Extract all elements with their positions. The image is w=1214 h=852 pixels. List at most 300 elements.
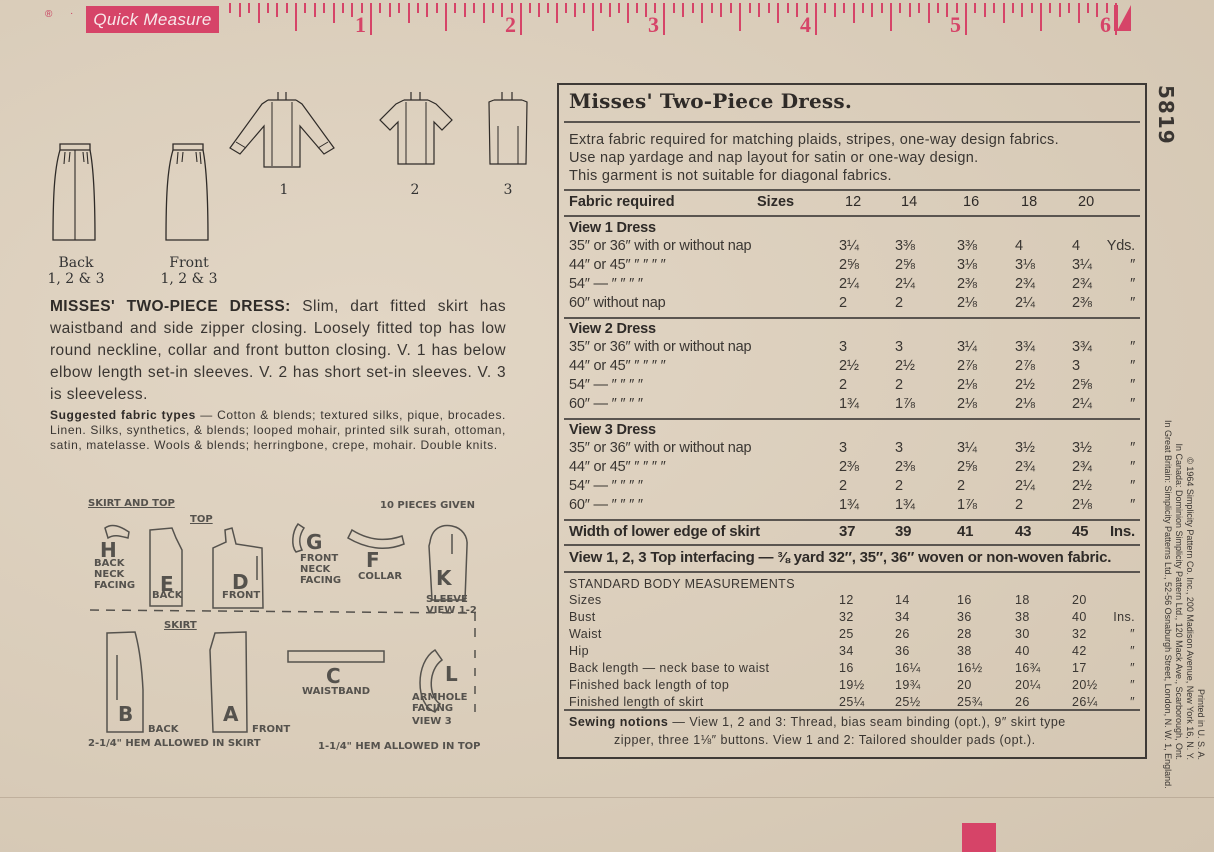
row-value: 1¾ bbox=[839, 497, 859, 513]
row-value: 2½ bbox=[895, 358, 915, 374]
row-unit: Ins. bbox=[1113, 610, 1135, 624]
piece-l-letter: L bbox=[445, 662, 458, 686]
fabric-row bbox=[569, 256, 1139, 274]
ruler-tick bbox=[592, 3, 594, 31]
row-value: 2⅛ bbox=[1072, 497, 1092, 513]
row-value: 14 bbox=[895, 593, 910, 607]
sewing-notions bbox=[569, 713, 1139, 749]
row-value: 3½ bbox=[1015, 440, 1035, 456]
piece-h-name: BACK NECK FACING bbox=[94, 558, 136, 591]
row-value: 2⅜ bbox=[895, 459, 915, 475]
body-measurement-row bbox=[569, 625, 1139, 643]
registered-mark: ® bbox=[45, 9, 53, 20]
row-value: 2⅜ bbox=[839, 459, 859, 475]
row-value: 16¼ bbox=[895, 661, 921, 675]
piece-k-name: SLEEVE bbox=[426, 594, 468, 605]
row-value: 30 bbox=[1015, 627, 1030, 641]
row-value: 2⅞ bbox=[1015, 358, 1035, 374]
row-unit: Ins. bbox=[1109, 523, 1135, 540]
row-value: 2 bbox=[839, 478, 847, 494]
ruler-tick bbox=[1003, 3, 1005, 23]
row-value: 2⅛ bbox=[957, 295, 977, 311]
size-header: 18 bbox=[1021, 194, 1038, 210]
ruler-tick bbox=[538, 3, 540, 17]
publisher-imprint bbox=[1162, 420, 1206, 789]
row-unit: ″ bbox=[1130, 257, 1135, 273]
divider bbox=[564, 189, 1140, 191]
ruler-tick bbox=[229, 3, 231, 13]
piece-d-name: FRONT bbox=[222, 590, 261, 601]
fabric-row bbox=[569, 439, 1139, 457]
fabric-header-row bbox=[569, 193, 1139, 211]
ruler-tick bbox=[739, 3, 741, 31]
ruler-tick bbox=[501, 3, 503, 17]
row-value: 2¼ bbox=[839, 276, 859, 292]
row-value: 36 bbox=[957, 610, 972, 624]
row-value: 2½ bbox=[839, 358, 859, 374]
skirt-back-title: Back bbox=[58, 255, 94, 271]
row-value: 3¾ bbox=[1072, 339, 1092, 355]
piece-c-letter: C bbox=[326, 664, 341, 688]
fabric-row bbox=[569, 338, 1139, 356]
ruler-tick bbox=[1012, 3, 1014, 13]
ruler-tick bbox=[258, 3, 260, 23]
row-value: 20¼ bbox=[1015, 678, 1041, 692]
row-value: 3 bbox=[839, 339, 847, 355]
row-label: Finished length of skirt bbox=[569, 695, 704, 709]
ruler-tick bbox=[711, 3, 713, 13]
row-value: 26 bbox=[1015, 695, 1030, 709]
skirt-front-illustration bbox=[163, 140, 213, 245]
top-view-3-number: 3 bbox=[503, 182, 513, 198]
piece-f-name: COLLAR bbox=[358, 571, 403, 582]
row-value: 2⅛ bbox=[957, 396, 977, 412]
row-value: 2⅜ bbox=[957, 276, 977, 292]
top-view-3-illustration bbox=[486, 92, 530, 168]
top-view-2-illustration bbox=[378, 92, 454, 168]
row-unit: ″ bbox=[1130, 358, 1135, 374]
ruler-tick bbox=[342, 3, 344, 13]
row-label: 54″ — ″ ″ ″ ″ bbox=[569, 478, 643, 494]
ruler-tick bbox=[645, 3, 647, 17]
body-measurement-row bbox=[569, 676, 1139, 694]
piece-g-letter: G bbox=[306, 530, 323, 554]
row-value: 1¾ bbox=[895, 497, 915, 513]
row-value: 39 bbox=[895, 523, 912, 540]
body-measurement-row bbox=[569, 591, 1139, 609]
skirt-front-label bbox=[158, 255, 220, 287]
ruler-tick bbox=[984, 3, 986, 17]
row-value: 2⅝ bbox=[839, 257, 859, 273]
row-value: 3 bbox=[895, 339, 903, 355]
row-value: 19¾ bbox=[895, 678, 921, 692]
ruler-tick bbox=[609, 3, 611, 17]
ruler-tick bbox=[1021, 3, 1023, 17]
hem-top-note: 1-1/4" HEM ALLOWED IN TOP bbox=[318, 741, 481, 752]
description-body: Slim, dart fitted skirt has waistband and side zipper closing. Loosely fitted top has low round neckline, collar and front button closing. V. 1 has below elbow length set-in sleeves. V. 2 has short set-in sleeves. V. 3 is sleeveless. bbox=[50, 298, 507, 403]
ruler-inch-number: 4 bbox=[800, 12, 811, 37]
ruler-tick bbox=[370, 3, 372, 35]
ruler-tick bbox=[248, 3, 250, 13]
ruler-tick bbox=[974, 3, 976, 13]
row-value: 19½ bbox=[839, 678, 865, 692]
ruler-tick bbox=[314, 3, 316, 17]
row-value: 2¼ bbox=[1015, 295, 1035, 311]
row-label: 54″ — ″ ″ ″ ″ bbox=[569, 276, 643, 292]
fabric-row bbox=[569, 477, 1139, 495]
piece-f-letter: F bbox=[366, 548, 380, 572]
ruler-tick bbox=[682, 3, 684, 17]
row-value: 2⅝ bbox=[957, 459, 977, 475]
notions-line-2: zipper, three 1⅛″ buttons. View 1 and 2: Tailored shoulder pads (opt.). bbox=[614, 733, 1036, 747]
row-value: 3¼ bbox=[1072, 257, 1092, 273]
ruler-inch-number: 5 bbox=[950, 12, 961, 37]
body-measurement-row bbox=[569, 659, 1139, 677]
ruler-inch-number: 1 bbox=[355, 12, 366, 37]
row-label: STANDARD BODY MEASUREMENTS bbox=[569, 577, 795, 591]
size-header: 20 bbox=[1078, 194, 1095, 210]
ruler-tick bbox=[618, 3, 620, 13]
ruler-tick bbox=[492, 3, 494, 13]
row-value: 3 bbox=[895, 440, 903, 456]
section-skirt: SKIRT bbox=[164, 620, 197, 631]
row-value: 25 bbox=[839, 627, 854, 641]
piece-e-letter: E bbox=[160, 572, 174, 596]
fabric-required-label: Fabric required bbox=[569, 194, 675, 210]
ruler-inch-number: 3 bbox=[648, 12, 659, 37]
row-label: Sizes bbox=[569, 593, 602, 607]
row-value: 2¾ bbox=[1015, 276, 1035, 292]
skirt-front-views: 1, 2 & 3 bbox=[160, 271, 218, 287]
ruler-dot: · bbox=[70, 8, 74, 19]
row-label: Width of lower edge of skirt bbox=[569, 523, 760, 540]
row-value: 20½ bbox=[1072, 678, 1098, 692]
row-value: 2¼ bbox=[1072, 396, 1092, 412]
fabric-row bbox=[569, 275, 1139, 293]
ruler-tick bbox=[1115, 3, 1117, 35]
ruler-tick bbox=[454, 3, 456, 13]
notions-label: Sewing notions bbox=[569, 715, 669, 729]
row-value: 4 bbox=[1072, 238, 1080, 254]
ruler-tick bbox=[1040, 3, 1042, 31]
ruler-inch-number: 2 bbox=[505, 12, 516, 37]
ruler-tick bbox=[965, 3, 967, 35]
row-value: 2 bbox=[957, 478, 965, 494]
ruler-tick bbox=[777, 3, 779, 23]
row-unit: ″ bbox=[1130, 396, 1135, 412]
divider bbox=[564, 519, 1140, 521]
row-value: 2⅝ bbox=[1072, 377, 1092, 393]
row-value: 3 bbox=[839, 440, 847, 456]
row-unit: ″ bbox=[1130, 276, 1135, 292]
fold-crease bbox=[0, 797, 1214, 798]
note-line-2: Use nap yardage and nap layout for satin or one-way design. bbox=[569, 150, 979, 166]
view-title-row bbox=[569, 421, 1139, 439]
ruler-tick bbox=[730, 3, 732, 13]
row-value: 12 bbox=[839, 593, 854, 607]
fabric-row bbox=[569, 237, 1139, 255]
row-value: 3¼ bbox=[957, 440, 977, 456]
row-value: 2⅝ bbox=[895, 257, 915, 273]
top-view-2-number: 2 bbox=[410, 182, 420, 198]
ruler-tick bbox=[379, 3, 381, 13]
body-measurement-row bbox=[569, 642, 1139, 660]
fabric-types-text: — Cotton & blends; textured silks, pique, brocades. Linen. Silks, synthetics, & blends; looped mohair, printed silk surah, ottoman, satin, matelasse. Wools & blends; herringbone, crepe, mohair. Double knits. bbox=[50, 408, 506, 452]
row-unit: ″ bbox=[1130, 497, 1135, 513]
ruler-tick bbox=[918, 3, 920, 13]
skirt-back-views: 1, 2 & 3 bbox=[47, 271, 105, 287]
ruler-tick bbox=[351, 3, 353, 17]
skirt-width-row bbox=[569, 523, 1139, 541]
imprint-line: In Great Britain: Simplicity Patterns Ltd., 52-56 Osnaburgh Street, London, N. W. 1, England. bbox=[1163, 420, 1173, 789]
skirt-back-illustration bbox=[50, 140, 100, 245]
ruler-tick bbox=[673, 3, 675, 13]
row-label: 60″ without nap bbox=[569, 295, 666, 311]
ruler-tick bbox=[768, 3, 770, 13]
row-label: View 3 Dress bbox=[569, 422, 656, 438]
ruler-tick bbox=[1068, 3, 1070, 13]
row-value: 37 bbox=[839, 523, 856, 540]
fabric-types-label: Suggested fabric types bbox=[50, 408, 196, 422]
row-unit: ″ bbox=[1130, 459, 1135, 475]
ruler-tick bbox=[701, 3, 703, 23]
note-line-3: This garment is not suitable for diagonal fabrics. bbox=[569, 168, 892, 184]
row-value: 3 bbox=[1072, 358, 1080, 374]
piece-a-name: FRONT bbox=[252, 724, 291, 735]
row-label: Finished back length of top bbox=[569, 678, 730, 692]
ruler-tick bbox=[295, 3, 297, 31]
ruler-tick bbox=[529, 3, 531, 13]
fabric-row bbox=[569, 376, 1139, 394]
row-value: 2½ bbox=[1015, 377, 1035, 393]
ruler-tick bbox=[796, 3, 798, 17]
row-unit: ″ bbox=[1130, 644, 1135, 658]
ruler-tick bbox=[574, 3, 576, 17]
ruler-tick bbox=[937, 3, 939, 13]
piece-d-letter: D bbox=[232, 570, 249, 594]
row-value: 2¾ bbox=[1072, 459, 1092, 475]
ruler-tick bbox=[824, 3, 826, 13]
ruler-tick bbox=[398, 3, 400, 13]
row-unit: ″ bbox=[1130, 377, 1135, 393]
row-label: 35″ or 36″ with or without nap bbox=[569, 440, 752, 456]
row-unit: ″ bbox=[1130, 339, 1135, 355]
ruler-tick bbox=[871, 3, 873, 17]
row-value: 40 bbox=[1072, 610, 1087, 624]
divider bbox=[564, 418, 1140, 420]
divider bbox=[564, 215, 1140, 217]
ruler-tick bbox=[928, 3, 930, 23]
row-value: 2 bbox=[895, 377, 903, 393]
ruler-tick bbox=[1096, 3, 1098, 17]
ruler-tick bbox=[426, 3, 428, 17]
row-label: View 1, 2, 3 Top interfacing — ⅜ yard 32″, 35″, 36″ woven or non-woven fabric. bbox=[569, 549, 1112, 566]
ruler-tick bbox=[520, 3, 522, 35]
divider bbox=[564, 709, 1140, 711]
ruler-inch-number: 6 bbox=[1100, 12, 1111, 37]
ruler-tick bbox=[389, 3, 391, 17]
row-label: View 2 Dress bbox=[569, 321, 656, 337]
row-unit: ″ bbox=[1130, 678, 1135, 692]
ruler-tick bbox=[276, 3, 278, 17]
row-value: 2¼ bbox=[1015, 478, 1035, 494]
ruler-tick bbox=[323, 3, 325, 13]
ruler-tick bbox=[890, 3, 892, 31]
ruler-tick bbox=[692, 3, 694, 13]
ruler-tick bbox=[815, 3, 817, 35]
ruler-tick bbox=[239, 3, 241, 17]
row-value: 43 bbox=[1015, 523, 1032, 540]
row-value: 2⅞ bbox=[957, 358, 977, 374]
piece-g-name: FRONT NECK FACING bbox=[300, 553, 342, 586]
ruler-tick bbox=[899, 3, 901, 13]
ruler-tick bbox=[600, 3, 602, 13]
row-value: 42 bbox=[1072, 644, 1087, 658]
piece-l-note: VIEW 3 bbox=[412, 716, 452, 727]
row-value: 34 bbox=[895, 610, 910, 624]
row-value: 4 bbox=[1015, 238, 1023, 254]
row-label: 60″ — ″ ″ ″ ″ bbox=[569, 396, 643, 412]
row-value: 16 bbox=[839, 661, 854, 675]
hem-skirt-note: 2-1/4" HEM ALLOWED IN SKIRT bbox=[88, 738, 261, 749]
ruler-tick bbox=[946, 3, 948, 17]
row-value: 38 bbox=[957, 644, 972, 658]
row-value: 25¼ bbox=[839, 695, 865, 709]
row-value: 26 bbox=[895, 627, 910, 641]
ruler-tick bbox=[1078, 3, 1080, 23]
row-label: View 1 Dress bbox=[569, 220, 656, 236]
size-header: 16 bbox=[963, 194, 980, 210]
row-value: 26¼ bbox=[1072, 695, 1098, 709]
ruler-tick bbox=[720, 3, 722, 17]
ruler-tick bbox=[1049, 3, 1051, 13]
sizes-label: Sizes bbox=[757, 194, 795, 210]
row-value: 3½ bbox=[1072, 440, 1092, 456]
pieces-given: 10 PIECES GIVEN bbox=[380, 500, 475, 511]
pattern-pieces-diagram bbox=[80, 490, 490, 760]
fabric-row bbox=[569, 357, 1139, 375]
ruler-tick bbox=[267, 3, 269, 13]
ruler-tick bbox=[547, 3, 549, 13]
row-value: 2¾ bbox=[1015, 459, 1035, 475]
piece-h-letter: H bbox=[100, 538, 117, 562]
ruler-tick bbox=[1031, 3, 1033, 13]
size-header: 14 bbox=[901, 194, 918, 210]
ruler-tick bbox=[749, 3, 751, 13]
row-value: 1⅞ bbox=[957, 497, 977, 513]
row-value: 20 bbox=[957, 678, 972, 692]
skirt-front-title: Front bbox=[169, 255, 209, 271]
row-value: 3⅜ bbox=[895, 238, 915, 254]
row-label: 44″ or 45″ ″ ″ ″ ″ bbox=[569, 459, 666, 475]
row-value: 32 bbox=[1072, 627, 1087, 641]
row-unit: ″ bbox=[1130, 627, 1135, 641]
top-view-1-illustration bbox=[228, 92, 340, 170]
ruler-tick bbox=[881, 3, 883, 13]
row-value: 32 bbox=[839, 610, 854, 624]
row-value: 25¾ bbox=[957, 695, 983, 709]
view-title-row bbox=[569, 219, 1139, 237]
row-value: 20 bbox=[1072, 593, 1087, 607]
ruler-tick bbox=[304, 3, 306, 13]
ruler-tick bbox=[993, 3, 995, 13]
fabric-row bbox=[569, 395, 1139, 413]
suggested-fabric-types bbox=[50, 408, 506, 453]
fabric-row bbox=[569, 496, 1139, 514]
row-value: 17 bbox=[1072, 661, 1087, 675]
body-measurement-row bbox=[569, 608, 1139, 626]
piece-c-name: WAISTBAND bbox=[302, 686, 371, 697]
piece-a-letter: A bbox=[223, 702, 239, 726]
ruler-tick bbox=[473, 3, 475, 13]
row-label: 35″ or 36″ with or without nap bbox=[569, 238, 752, 254]
pattern-number: 5819 bbox=[1154, 85, 1178, 145]
row-unit: ″ bbox=[1130, 295, 1135, 311]
row-value: 38 bbox=[1015, 610, 1030, 624]
ruler-tick bbox=[408, 3, 410, 23]
ruler-tick bbox=[556, 3, 558, 23]
row-value: 25½ bbox=[895, 695, 921, 709]
row-unit: ″ bbox=[1130, 478, 1135, 494]
fabric-row bbox=[569, 294, 1139, 312]
note-line-1: Extra fabric required for matching plaids, stripes, one-way design fabrics. bbox=[569, 132, 1059, 148]
imprint-line: Printed in U. S. A. bbox=[1196, 688, 1206, 760]
row-unit: ″ bbox=[1130, 440, 1135, 456]
ruler-tick bbox=[758, 3, 760, 17]
row-value: 3⅜ bbox=[957, 238, 977, 254]
divider bbox=[564, 317, 1140, 319]
quick-measure-ruler bbox=[0, 0, 1214, 40]
row-value: 2 bbox=[895, 478, 903, 494]
row-value: 2⅜ bbox=[1072, 295, 1092, 311]
quick-measure-badge: Quick Measure bbox=[86, 6, 219, 33]
ruler-tick bbox=[853, 3, 855, 23]
view-title-row bbox=[569, 320, 1139, 338]
row-value: 16½ bbox=[957, 661, 983, 675]
row-value: 36 bbox=[895, 644, 910, 658]
row-value: 2 bbox=[1015, 497, 1023, 513]
row-value: 2¾ bbox=[1072, 276, 1092, 292]
piece-e-name: BACK bbox=[152, 590, 183, 601]
skirt-back-label bbox=[45, 255, 107, 287]
ruler-tick bbox=[909, 3, 911, 17]
top-view-1-number: 1 bbox=[279, 182, 289, 198]
row-value: 34 bbox=[839, 644, 854, 658]
ruler-tick bbox=[286, 3, 288, 13]
row-value: 2½ bbox=[1072, 478, 1092, 494]
ruler-tick bbox=[436, 3, 438, 13]
row-value: 2 bbox=[895, 295, 903, 311]
divider bbox=[564, 544, 1140, 546]
section-skirt-and-top: SKIRT AND TOP bbox=[88, 498, 175, 509]
row-value: 3⅛ bbox=[1015, 257, 1035, 273]
ruler-tick bbox=[834, 3, 836, 17]
ruler-tick bbox=[663, 3, 665, 35]
row-label: 44″ or 45″ ″ ″ ″ ″ bbox=[569, 358, 666, 374]
ruler-tick bbox=[565, 3, 567, 13]
ruler-tick bbox=[787, 3, 789, 13]
ruler-tick bbox=[464, 3, 466, 17]
fabric-row bbox=[569, 458, 1139, 476]
row-unit: Yds. bbox=[1106, 238, 1135, 254]
ruler-tick bbox=[583, 3, 585, 13]
imprint-line: In Canada: Dominion Simplicity Pattern Ltd., 120 Mack Ave., Scarborough, Ont. bbox=[1174, 443, 1184, 760]
panel-title: Misses' Two-Piece Dress. bbox=[569, 89, 852, 113]
ruler-tick bbox=[1087, 3, 1089, 13]
row-value: 40 bbox=[1015, 644, 1030, 658]
row-label: Bust bbox=[569, 610, 596, 624]
divider bbox=[564, 571, 1140, 573]
